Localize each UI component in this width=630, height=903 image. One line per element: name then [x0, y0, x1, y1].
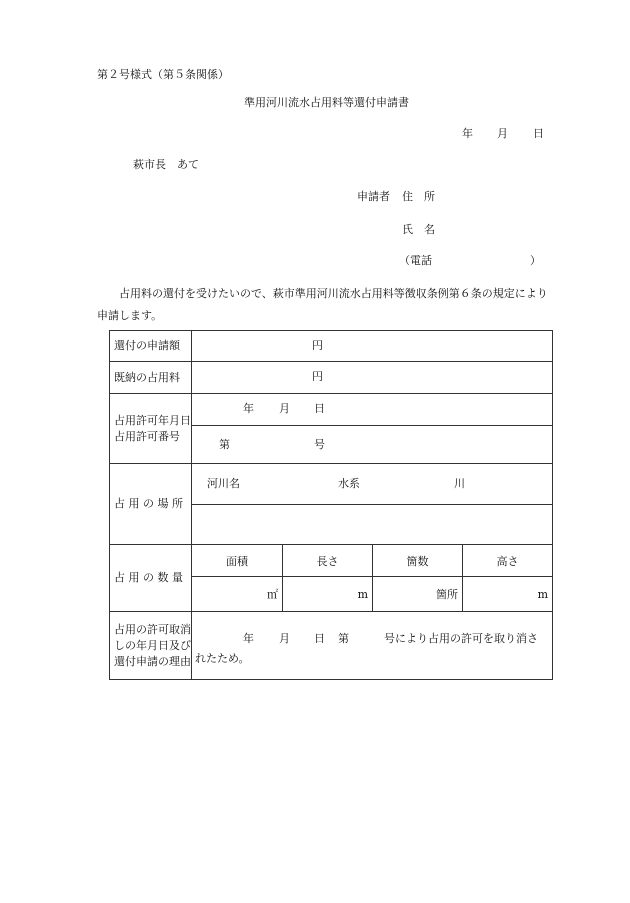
paid-fee-label: 既納の占用料	[110, 362, 192, 394]
places-unit: 箇所	[436, 588, 458, 601]
place-detail-field[interactable]	[192, 505, 553, 545]
addressee: 萩市長 あて	[133, 158, 199, 171]
applicant-label: 申請者	[357, 190, 390, 203]
revocation-text-line1: 号により占用の許可を取り消さ	[384, 632, 538, 645]
address-label: 住 所	[402, 190, 435, 203]
area-header: 面積	[192, 545, 283, 577]
revocation-reason-label: 占用の許可取消しの年月日及び還付申請の理由	[110, 612, 192, 680]
permit-go-label: 号	[314, 438, 325, 451]
height-header: 高さ	[463, 545, 553, 577]
revocation-day-label: 日	[314, 632, 325, 645]
permit-year-label: 年	[243, 402, 254, 415]
river-name-label: 河川名	[207, 477, 240, 490]
yen-unit: 円	[312, 370, 323, 383]
revocation-reason-field[interactable]	[192, 612, 553, 680]
application-table	[109, 330, 553, 680]
tel-open: （電話	[399, 254, 432, 267]
refund-amount-label: 還付の申請額	[110, 331, 192, 362]
date-month-label: 月	[497, 127, 508, 140]
meter-unit: m	[537, 587, 548, 601]
permit-date-number-label: 占用許可年月日占用許可番号	[110, 394, 192, 464]
permit-month-label: 月	[279, 402, 290, 415]
yen-unit: 円	[312, 339, 323, 352]
count-header: 箇数	[373, 545, 463, 577]
permit-number-field[interactable]	[192, 426, 553, 464]
revocation-text-line2: れたため。	[195, 652, 250, 665]
revocation-month-label: 月	[279, 632, 290, 645]
table-row	[110, 612, 553, 680]
table-row	[110, 545, 553, 577]
length-header: 長さ	[283, 545, 373, 577]
sqm-unit: ㎡	[267, 588, 278, 601]
permit-dai-label: 第	[219, 438, 230, 451]
table-row	[110, 464, 553, 505]
tel-close: ）	[530, 254, 541, 267]
refund-amount-field[interactable]	[192, 331, 553, 362]
count-field[interactable]	[373, 577, 463, 612]
revocation-dai-label: 第	[338, 632, 349, 645]
permit-date-field[interactable]	[192, 394, 553, 426]
meter-unit: m	[357, 587, 368, 601]
table-row	[110, 331, 553, 362]
height-field[interactable]	[463, 577, 553, 612]
permit-day-label: 日	[314, 402, 325, 415]
body-paragraph: 占用料の還付を受けたいので、萩市準用河川流水占用料等徴収条例第６条の規定により申請します。	[97, 287, 548, 322]
river-label: 川	[454, 477, 465, 490]
water-system-label: 水系	[338, 477, 360, 490]
occupancy-quantity-label: 占 用 の 数 量	[110, 545, 192, 612]
river-name-field[interactable]	[192, 464, 553, 505]
area-field[interactable]	[192, 577, 283, 612]
table-row	[110, 394, 553, 426]
table-row	[110, 362, 553, 394]
name-label: 氏 名	[402, 223, 435, 236]
form-number: 第２号様式（第５条関係）	[97, 68, 229, 81]
document-title: 準用河川流水占用料等還付申請書	[244, 96, 409, 109]
date-day-label: 日	[533, 127, 544, 140]
revocation-year-label: 年	[243, 632, 254, 645]
occupancy-place-label: 占 用 の 場 所	[110, 464, 192, 545]
paid-fee-field[interactable]	[192, 362, 553, 394]
date-year-label: 年	[462, 127, 473, 140]
length-field[interactable]	[283, 577, 373, 612]
